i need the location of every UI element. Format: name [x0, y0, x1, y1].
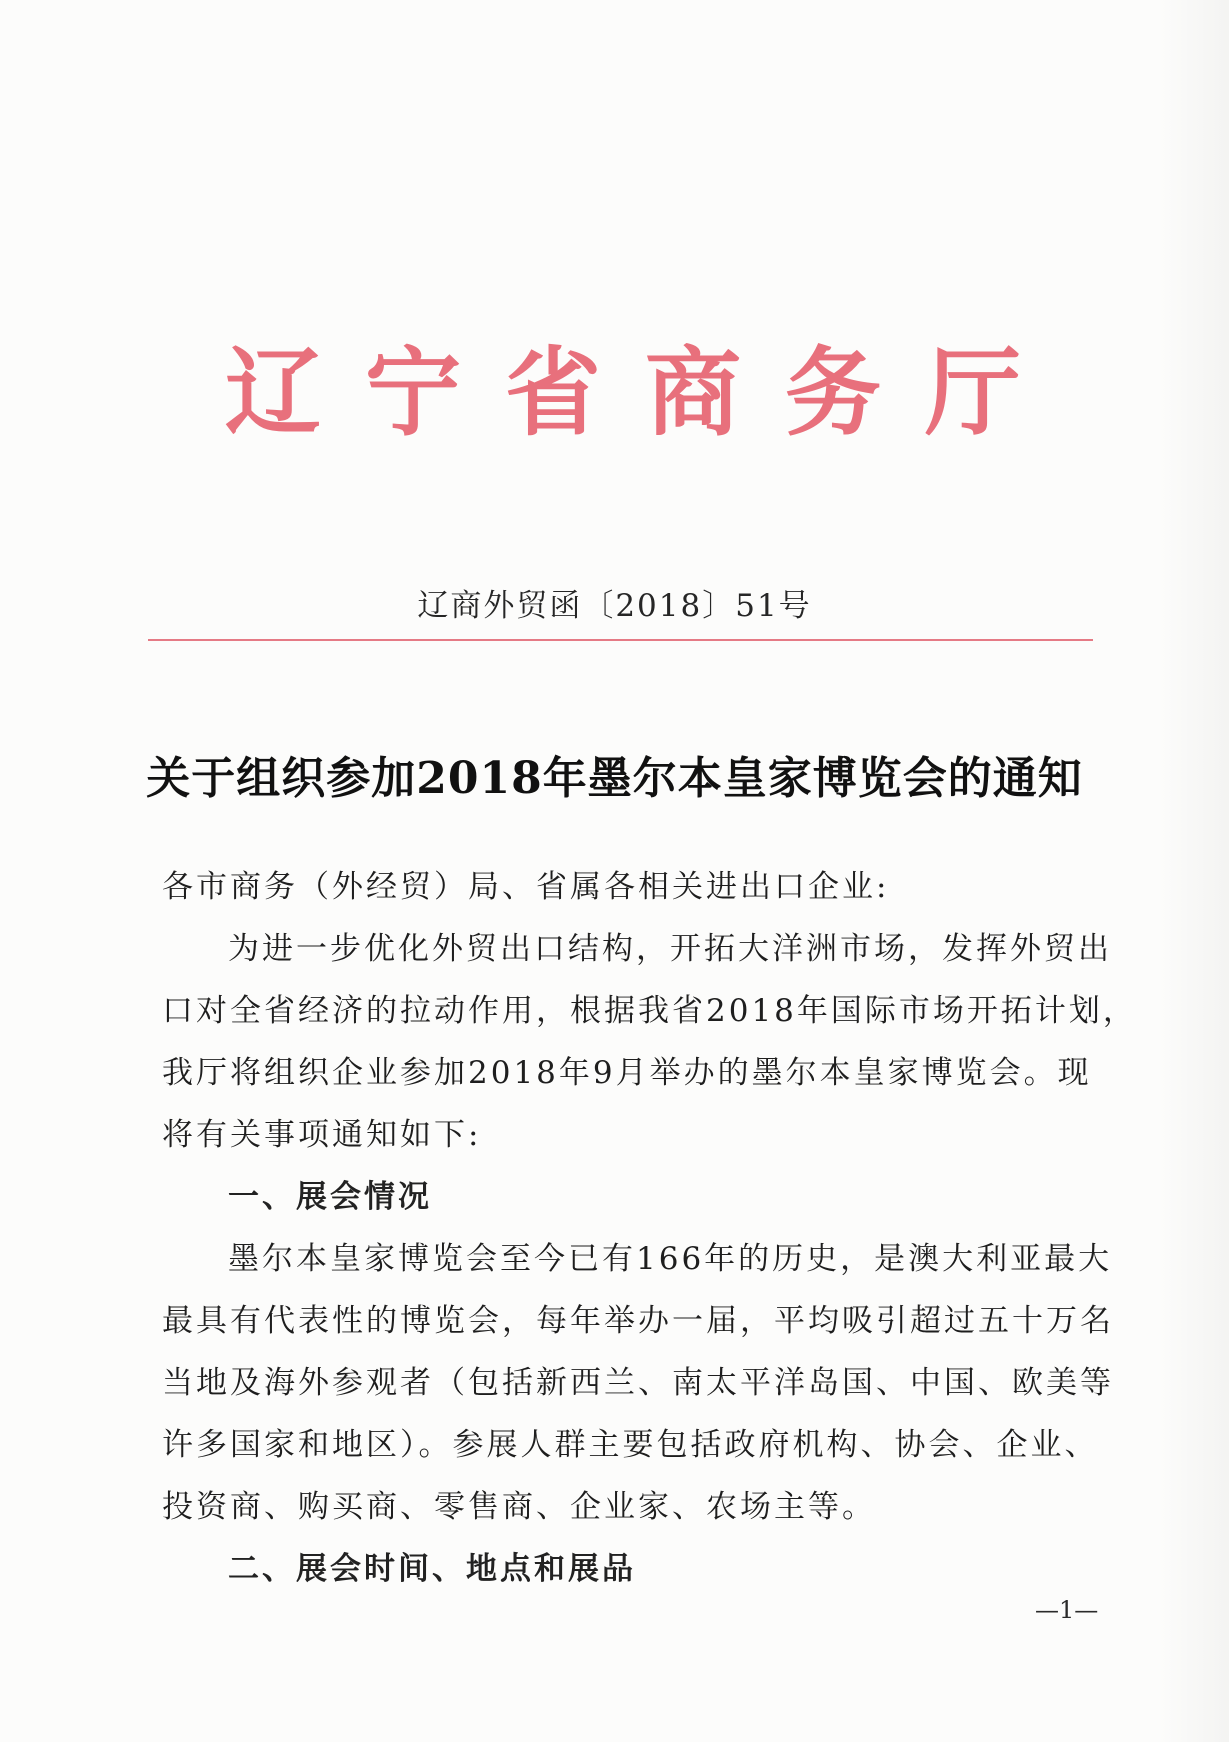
section-line: 投资商、购买商、零售商、企业家、农场主等。: [162, 1489, 876, 1525]
notice-body: [162, 856, 1137, 1600]
section-line: 最具有代表性的博览会，每年举办一届，平均吸引超过五十万名: [162, 1303, 1114, 1339]
section-line: 许多国家和地区）。参展人群主要包括政府机构、协会、企业、: [162, 1427, 1099, 1463]
document-number: 辽商外贸函〔2018〕51号: [417, 588, 812, 624]
salutation: 各市商务（外经贸）局、省属各相关进出口企业:: [162, 869, 890, 905]
intro-line: 口对全省经济的拉动作用，根据我省2018年国际市场开拓计划，: [162, 993, 1137, 1029]
page-number: —1—: [1035, 1596, 1099, 1624]
section-line: 当地及海外参观者（包括新西兰、南太平洋岛国、中国、欧美等: [162, 1365, 1114, 1401]
red-divider-line: [148, 639, 1093, 641]
scan-shadow: [1159, 0, 1229, 1742]
section-heading: 二、展会时间、地点和展品: [228, 1551, 636, 1587]
intro-line: 为进一步优化外贸出口结构，开拓大洋洲市场，发挥外贸出: [228, 931, 1112, 967]
intro-line: 将有关事项通知如下:: [162, 1117, 482, 1153]
issuer-letterhead: 辽宁省商务厅: [225, 336, 1065, 449]
notice-title: 关于组织参加2018年墨尔本皇家博览会的通知: [146, 753, 1083, 804]
section-heading: 一、展会情况: [228, 1179, 432, 1215]
section-line: 墨尔本皇家博览会至今已有166年的历史，是澳大利亚最大: [228, 1241, 1113, 1277]
intro-line: 我厅将组织企业参加2018年9月举办的墨尔本皇家博览会。现: [162, 1055, 1092, 1091]
